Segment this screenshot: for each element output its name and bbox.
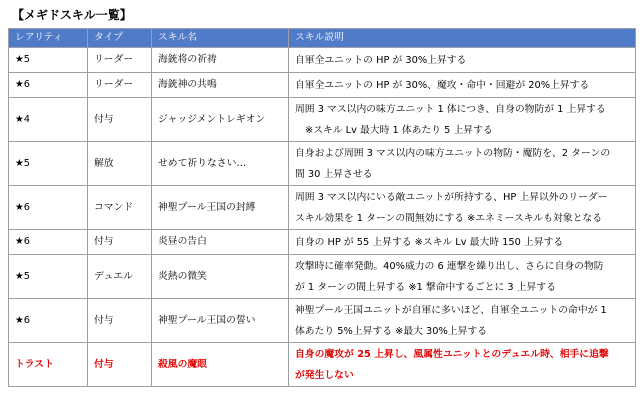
header-type: タイプ [88,29,152,48]
header-rarity: レアリティ [9,29,88,48]
skill-name-cell: 殺風の魔眼 [152,343,289,387]
skill-description-cell [289,299,636,343]
skill-name-cell: 炎昼の告白 [152,230,289,255]
description-line: が 1 ターンの間上昇する ※1 撃命中するごとに 3 上昇する [295,281,556,293]
skill-table [8,28,636,387]
skill-description-cell [289,98,636,142]
description-line: が発生しない [295,369,354,381]
rarity-cell: ★5 [9,142,88,186]
table-row [9,230,636,255]
skill-name-cell: 炎熱の微笑 [152,255,289,299]
rarity-cell: ★6 [9,230,88,255]
description-line: 周囲 3 マス以内の味方ユニット 1 体につき、自身の物防が 1 上昇する [295,103,606,115]
skill-name-cell: せめて祈りなさい… [152,142,289,186]
header-skill-name: スキル名 [152,29,289,48]
description-line: 神聖プール王国ユニットが自軍に多いほど、自軍全ユニットの命中が 1 [295,304,607,316]
skill-description-cell [289,343,636,387]
type-cell: 付与 [88,299,152,343]
rarity-cell: ★6 [9,73,88,98]
rarity-cell: ★5 [9,48,88,73]
skill-name-cell: ジャッジメントレギオン [152,98,289,142]
rarity-cell: ★6 [9,299,88,343]
table-header-row [9,29,636,48]
page-title: 【メギドスキル一覧】 [12,8,132,22]
type-cell: リーダー [88,48,152,73]
table-row [9,255,636,299]
skill-description-cell [289,230,636,255]
description-line: スキル効果を 1 ターンの間無効にする ※エネミースキルも対象となる [295,212,603,224]
rarity-cell: トラスト [9,343,88,387]
skill-name-cell: 海銃将の祈祷 [152,48,289,73]
description-line: 自軍全ユニットの HP が 30%上昇する [295,54,467,66]
skill-description-cell [289,255,636,299]
table-row [9,73,636,98]
type-cell: 付与 [88,343,152,387]
table-row [9,299,636,343]
description-line: 自身の HP が 55 上昇する ※スキル Lv 最大時 150 上昇する [295,236,564,248]
rarity-cell: ★4 [9,98,88,142]
description-line: 自軍全ユニットの HP が 30%、魔攻・命中・回避が 20%上昇する [295,79,590,91]
description-line: 間 30 上昇させる [295,168,373,180]
description-line: 周囲 3 マス以内にいる敵ユニットが所持する、HP 上昇以外のリーダー [295,191,608,203]
skill-name-cell: 神聖プール王国の誓い [152,299,289,343]
type-cell: デュエル [88,255,152,299]
type-cell: コマンド [88,186,152,230]
description-line: 自身の魔攻が 25 上昇し、風属性ユニットとのデュエル時、相手に追撃 [295,348,609,360]
rarity-cell: ★5 [9,255,88,299]
table-row [9,142,636,186]
description-note: ※スキル Lv 最大時 1 体あたり 5 上昇する [305,124,493,136]
skill-description-cell [289,48,636,73]
skill-name-cell: 海銃神の共鳴 [152,73,289,98]
type-cell: 付与 [88,230,152,255]
type-cell: 付与 [88,98,152,142]
table-row [9,98,636,142]
table-row [9,48,636,73]
table-row-trust [9,343,636,387]
type-cell: 解放 [88,142,152,186]
description-line: 攻撃時に確率発動。40%威力の 6 連撃を繰り出し、さらに自身の物防 [295,260,604,272]
skill-name-cell: 神聖プール王国の封縛 [152,186,289,230]
description-line: 体あたり 5%上昇する ※最大 30%上昇する [295,325,488,337]
header-skill-description: スキル説明 [289,29,636,48]
skill-description-cell [289,73,636,98]
description-line: 自身および周囲 3 マス以内の味方ユニットの物防・魔防を、2 ターンの [295,147,611,159]
rarity-cell: ★6 [9,186,88,230]
skill-description-cell [289,142,636,186]
skill-description-cell [289,186,636,230]
table-row [9,186,636,230]
type-cell: リーダー [88,73,152,98]
